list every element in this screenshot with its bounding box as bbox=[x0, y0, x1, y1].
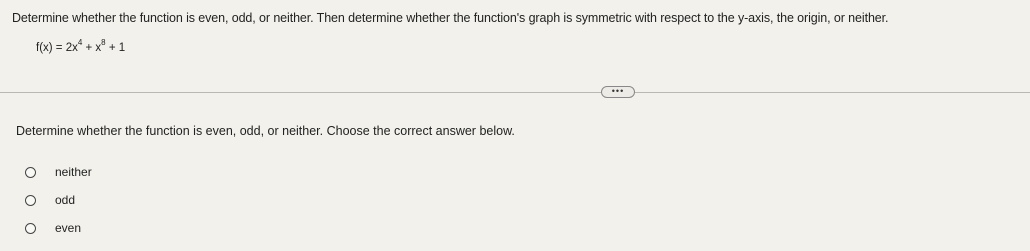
answer-options bbox=[25, 165, 92, 249]
option-label: neither bbox=[55, 165, 92, 179]
formula-exponent-2: 8 bbox=[101, 38, 106, 47]
option-label: odd bbox=[55, 193, 76, 207]
radio-button[interactable] bbox=[25, 195, 36, 206]
section-divider bbox=[0, 92, 1030, 93]
formula-mid: + x bbox=[82, 42, 102, 54]
function-formula bbox=[36, 38, 126, 54]
radio-button[interactable] bbox=[25, 167, 36, 178]
question-text: Determine whether the function is even, odd, or neither. Choose the correct answer below. bbox=[16, 124, 515, 138]
formula-exponent-1: 4 bbox=[77, 38, 83, 47]
answer-option-even[interactable] bbox=[25, 221, 92, 235]
formula-rhs: + 1 bbox=[105, 42, 126, 54]
answer-option-neither[interactable] bbox=[25, 165, 92, 179]
formula-lhs: f(x) = 2x bbox=[36, 42, 78, 54]
more-options-button[interactable]: ••• bbox=[601, 86, 635, 98]
answer-option-odd[interactable] bbox=[25, 193, 92, 207]
radio-button[interactable] bbox=[25, 223, 36, 234]
option-label: even bbox=[55, 221, 82, 235]
problem-prompt: Determine whether the function is even, odd, or neither. Then determine whether the function's graph is symmetric with respect to the y-axis, the origin, or neither. bbox=[12, 11, 889, 25]
